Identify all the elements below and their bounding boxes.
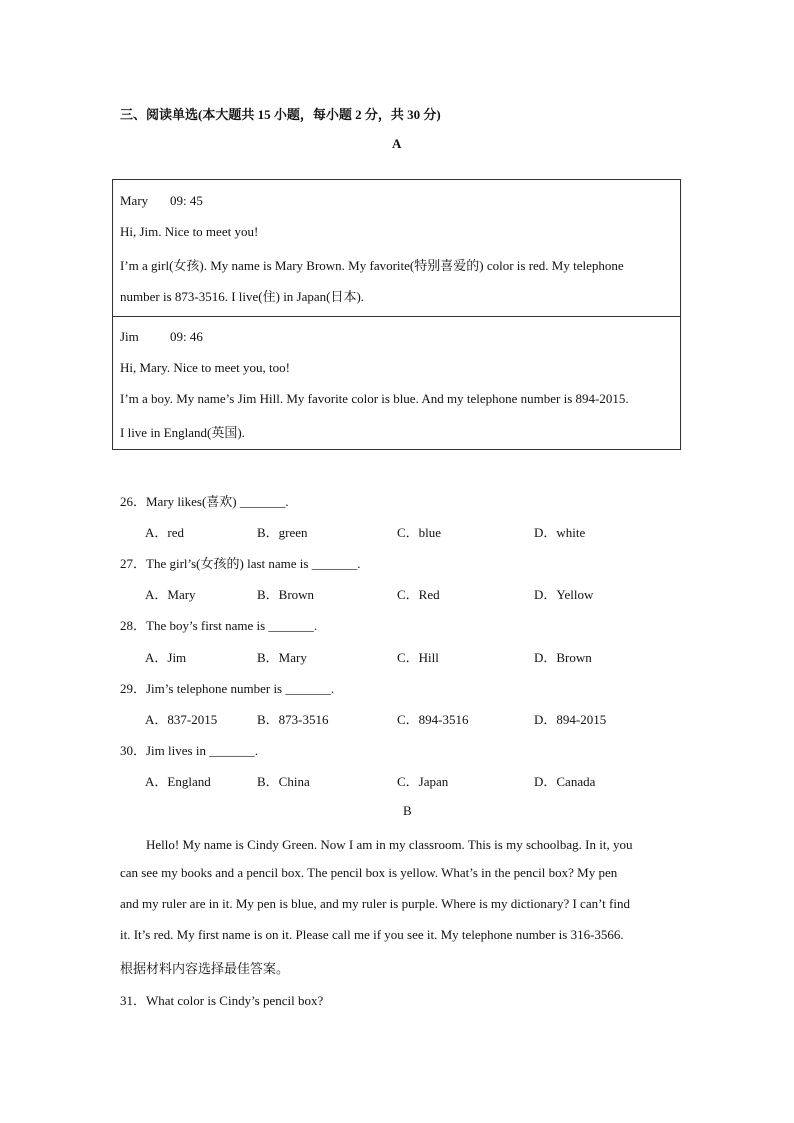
- option-d[interactable]: D．Canada: [534, 774, 596, 789]
- message-header-jim: [120, 329, 203, 345]
- passage-line: and my ruler are in it. My pen is blue, and my ruler is purple. Where is my dictionary? I can’t find: [120, 896, 630, 911]
- sender-name: Jim: [120, 329, 139, 344]
- instruction-text: 根据材料内容选择最佳答案。: [120, 961, 290, 976]
- option-c[interactable]: C．blue: [397, 525, 442, 540]
- option-b[interactable]: B．Mary: [257, 650, 307, 665]
- message-line: I’m a girl(女孩). My name is Mary Brown. My favorite(特别喜爱的) color is red. My telephone: [120, 258, 624, 273]
- message-time: 09: 46: [170, 329, 203, 344]
- part-a-label: A: [392, 136, 402, 151]
- option-d[interactable]: D．894-2015: [534, 712, 607, 727]
- question-29-stem: 29．Jim’s telephone number is _______.: [120, 681, 335, 696]
- option-a[interactable]: A．England: [145, 774, 211, 789]
- option-d[interactable]: D．Brown: [534, 650, 592, 665]
- question-26-stem: 26．Mary likes(喜欢) _______.: [120, 494, 289, 509]
- message-line: I live in England(英国).: [120, 425, 245, 440]
- question-30-stem: 30．Jim lives in _______.: [120, 743, 258, 758]
- message-line: Hi, Jim. Nice to meet you!: [120, 224, 259, 239]
- passage-line: can see my books and a pencil box. The pencil box is yellow. What’s in the pencil box? My pen: [120, 865, 618, 880]
- option-d[interactable]: D．white: [534, 525, 586, 540]
- question-31-stem: 31．What color is Cindy’s pencil box?: [120, 993, 324, 1008]
- option-c[interactable]: C．Red: [397, 587, 440, 602]
- option-d[interactable]: D．Yellow: [534, 587, 594, 602]
- sender-name: Mary: [120, 193, 149, 208]
- dialog-box: [112, 179, 681, 450]
- option-b[interactable]: B．China: [257, 774, 310, 789]
- option-c[interactable]: C．Japan: [397, 774, 449, 789]
- option-b[interactable]: B．873-3516: [257, 712, 329, 727]
- option-c[interactable]: C．894-3516: [397, 712, 469, 727]
- option-a[interactable]: A．837-2015: [145, 712, 218, 727]
- option-b[interactable]: B．green: [257, 525, 308, 540]
- message-line: I’m a boy. My name’s Jim Hill. My favorite color is blue. And my telephone number is 894-2015.: [120, 391, 629, 406]
- dialog-divider: [113, 316, 680, 317]
- option-a[interactable]: A．red: [145, 525, 184, 540]
- question-28-stem: 28．The boy’s first name is _______.: [120, 618, 318, 633]
- message-line: number is 873-3516. I live(住) in Japan(日本).: [120, 289, 365, 304]
- message-line: Hi, Mary. Nice to meet you, too!: [120, 360, 290, 375]
- section-heading: 三、阅读单选(本大题共 15 小题，每小题 2 分，共 30 分): [120, 107, 441, 122]
- option-a[interactable]: A．Jim: [145, 650, 187, 665]
- passage-line: it. It’s red. My first name is on it. Please call me if you see it. My telephone number is 316-3566.: [120, 927, 624, 942]
- passage-line: Hello! My name is Cindy Green. Now I am in my classroom. This is my schoolbag. In it, you: [120, 837, 633, 852]
- message-header-mary: [120, 193, 203, 209]
- part-b-label: B: [403, 803, 412, 818]
- option-c[interactable]: C．Hill: [397, 650, 439, 665]
- option-a[interactable]: A．Mary: [145, 587, 196, 602]
- option-b[interactable]: B．Brown: [257, 587, 315, 602]
- message-time: 09: 45: [170, 193, 203, 208]
- question-27-stem: 27．The girl’s(女孩的) last name is _______.: [120, 556, 361, 571]
